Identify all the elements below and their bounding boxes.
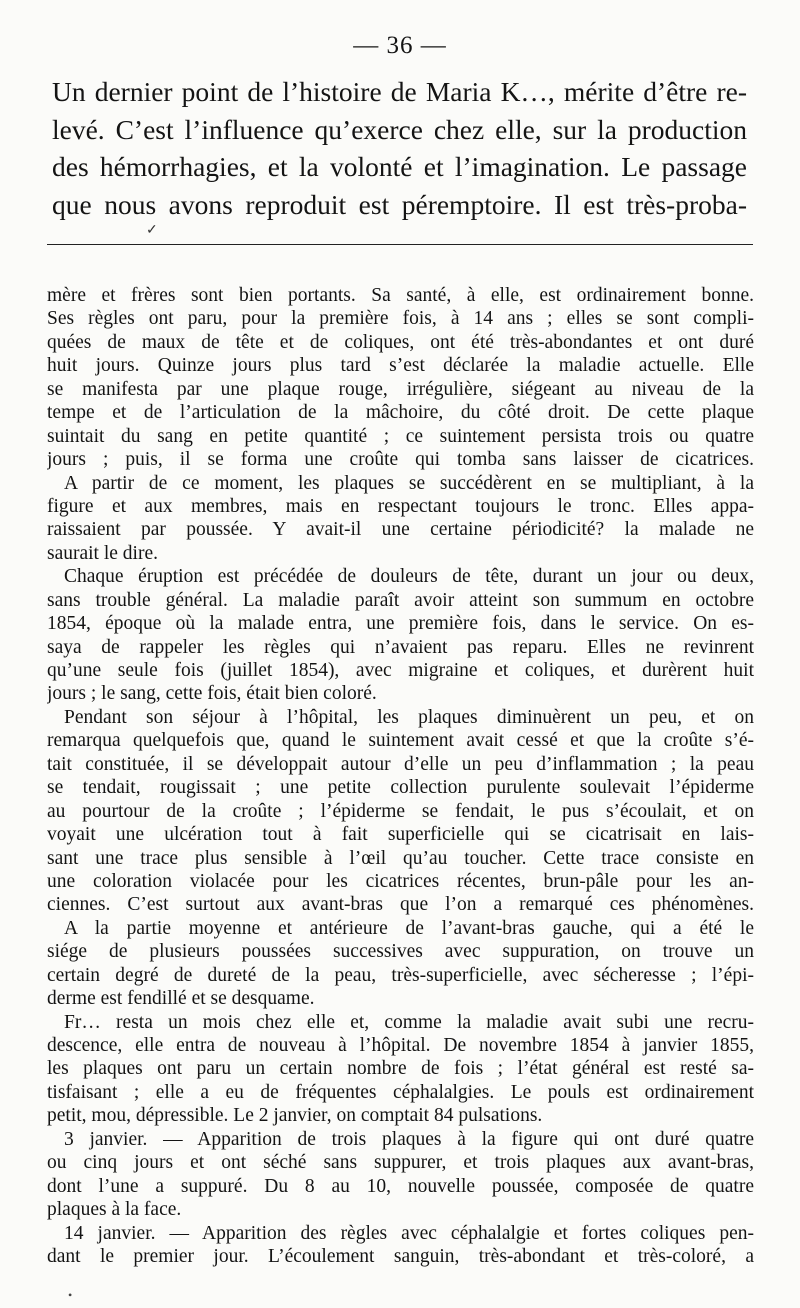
footnote-line: siége de plusieurs poussées successives avec suppuration, on trouve un bbox=[47, 941, 754, 963]
footnote-line: remarqua quelquefois que, quand le suintement avait cessé et que la croûte s’é- bbox=[47, 730, 754, 752]
footnote-line: sant une trace plus sensible à l’œil qu’au toucher. Cette trace consiste en bbox=[47, 847, 754, 869]
footnote-line: se tendait, rougissait ; une petite collection purulente soulevait l’épiderme bbox=[47, 777, 754, 799]
stray-mark: ✓ bbox=[146, 223, 158, 238]
main-line: Un dernier point de l’histoire de Maria K…, mérite d’être re- bbox=[52, 76, 747, 107]
footnote-line: Pendant son séjour à l’hôpital, les plaques diminuèrent un peu, et on bbox=[64, 706, 754, 728]
footnote-line: descence, elle entra de nouveau à l’hôpital. De novembre 1854 à janvier 1855, bbox=[47, 1035, 754, 1056]
main-line: que nous avons reproduit est péremptoire. Il est très-proba- bbox=[52, 188, 747, 220]
footnote-line: derme est fendillé et se desquame. bbox=[47, 988, 315, 1010]
footnote-line: dant le premier jour. L’écoulement sanguin, très-abondant et très-coloré, a bbox=[47, 1245, 754, 1267]
footnote-line: les plaques ont paru un certain nombre de fois ; l’état général est resté sa- bbox=[47, 1058, 754, 1080]
footnote-line: tempe et de l’articulation de la mâchoire, du côté droit. De cette plaque bbox=[47, 402, 754, 424]
footnote-line: 1854, époque où la malade entra, une première fois, dans le service. On es- bbox=[47, 613, 754, 635]
footnote-line: 3 janvier. — Apparition de trois plaques à la figure qui ont duré quatre bbox=[64, 1128, 754, 1150]
footnote-line: sans trouble général. La maladie paraît avoir atteint son summum en octobre bbox=[47, 589, 754, 611]
footnote-line: Fr… resta un mois chez elle et, comme la maladie avait subi une recru- bbox=[64, 1011, 754, 1033]
footnote-line: tisfaisant ; elle a eu de fréquentes céphalalgies. Le pouls est ordinairement bbox=[47, 1081, 754, 1103]
main-line: levé. C’est l’influence qu’exerce chez elle, sur la production bbox=[52, 113, 747, 145]
footnote-line: ciennes. C’est surtout aux avant-bras que l’on a remarqué ces phénomènes. bbox=[47, 894, 754, 916]
footnote-line: au pourtour de la croûte ; l’épiderme se fendait, le pus s’écoulait, et on bbox=[47, 800, 754, 822]
main-line: des hémorrhagies, et la volonté et l’imagination. Le passage bbox=[52, 151, 747, 182]
footnote-line: Ses règles ont paru, pour la première fois, à 14 ans ; elles se sont compli- bbox=[47, 308, 754, 330]
footnote-line: quées de maux de tête et de coliques, ont été très-abondantes et ont duré bbox=[47, 331, 754, 353]
footnote-line: tait constituée, il se développait autour d’elle un peu d’inflammation ; la peau bbox=[47, 753, 754, 775]
footnote-line: dont l’une a suppuré. Du 8 au 10, nouvelle poussée, composée de quatre bbox=[47, 1175, 754, 1197]
footnote-line: voyait une ulcération tout à fait superficielle qui se cicatrisait en lais- bbox=[47, 824, 754, 846]
footnote-line: A la partie moyenne et antérieure de l’avant-bras gauche, qui a été le bbox=[64, 917, 754, 939]
footnote-line: certain degré de dureté de la peau, très-superficielle, avec sécheresse ; l’épi- bbox=[47, 964, 754, 986]
footnote-line: saurait le dire. bbox=[47, 542, 158, 564]
footnote-line: une coloration violacée pour les cicatrices récentes, brun-pâle pour les an- bbox=[47, 870, 754, 892]
footnote-line: petit, mou, dépressible. Le 2 janvier, on comptait 84 pulsations. bbox=[47, 1105, 543, 1127]
footnote-line: qu’une seule fois (juillet 1854), avec migraine et coliques, et durèrent huit bbox=[47, 660, 754, 681]
footnote-line: raissaient par poussée. Y avait-il une certaine périodicité? la malade ne bbox=[47, 519, 754, 541]
footnote-line: se manifesta par une plaque rouge, irrégulière, siégeant au niveau de la bbox=[47, 378, 754, 400]
footnote-line: Chaque éruption est précédée de douleurs de tête, durant un jour ou deux, bbox=[64, 566, 754, 588]
footnote-block bbox=[47, 284, 754, 1268]
bottom-mark: • bbox=[68, 1288, 73, 1302]
page-number: — 36 — bbox=[353, 32, 447, 59]
footnote-line: saya de rappeler les règles qui n’avaient pas reparu. Elles ne revinrent bbox=[47, 636, 754, 658]
main-text bbox=[52, 73, 747, 223]
footnote-line: plaques à la face. bbox=[47, 1199, 182, 1221]
footnote-line: jours ; puis, il se forma une croûte qui tomba sans laisser de cicatrices. bbox=[47, 449, 754, 471]
footnote-line: huit jours. Quinze jours plus tard s’est déclarée la maladie actuelle. Elle bbox=[47, 355, 754, 377]
footnote-line: jours ; le sang, cette fois, était bien coloré. bbox=[47, 683, 377, 705]
footnote-line: A partir de ce moment, les plaques se succédèrent en se multipliant, à la bbox=[64, 472, 754, 494]
footnote-line: suintait du sang en petite quantité ; ce suintement persista trois ou quatre bbox=[47, 425, 754, 447]
footnote-divider bbox=[47, 244, 753, 245]
footnote-line: ou cinq jours et ont séché sans suppurer, et trois plaques aux avant-bras, bbox=[47, 1152, 754, 1174]
footnote-line: figure et aux membres, mais en respectant toujours le tronc. Elles appa- bbox=[47, 495, 754, 517]
footnote-line: 14 janvier. — Apparition des règles avec céphalalgie et fortes coliques pen- bbox=[64, 1222, 754, 1244]
footnote-line: mère et frères sont bien portants. Sa santé, à elle, est ordinairement bonne. bbox=[47, 285, 754, 306]
